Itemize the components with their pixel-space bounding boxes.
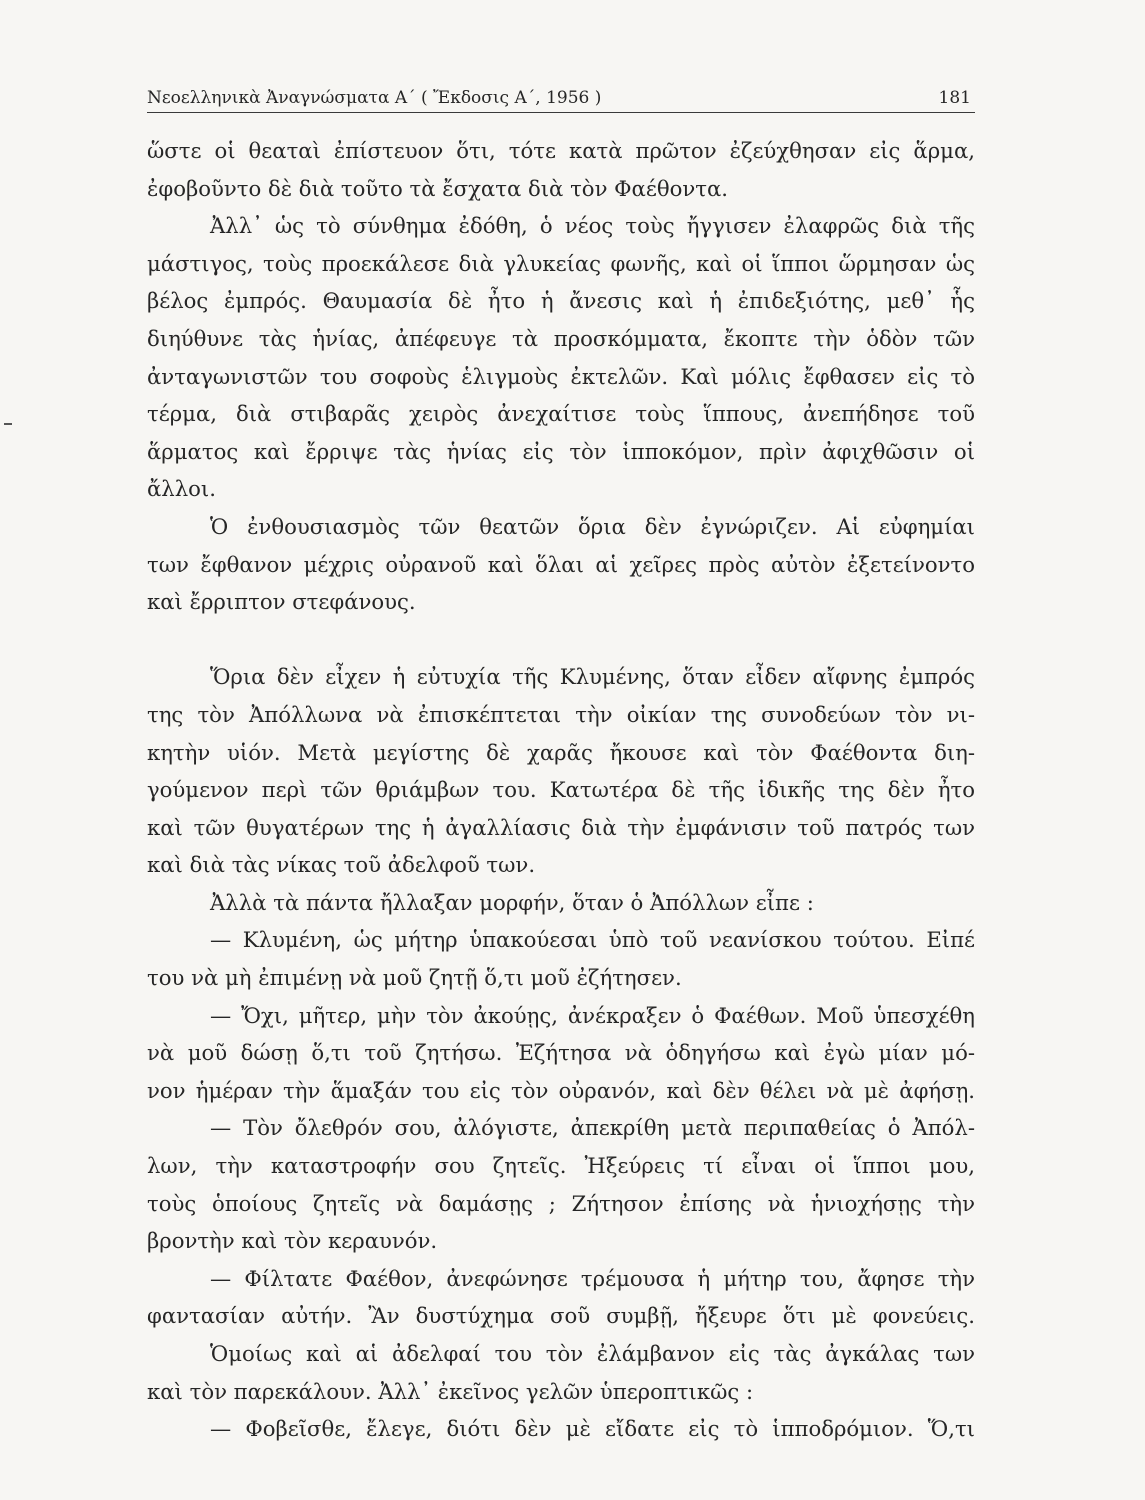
text-line: νον ἡμέραν τὴν ἅμαξάν του εἰς τὸν οὐρανόν, καὶ δὲν θέλει νὰ μὲ ἀφήσῃ. (147, 1077, 975, 1103)
text-line: — Κλυμένη, ὡς μήτηρ ὑπακούεσαι ὑπὸ τοῦ νεανίσκου τούτου. Εἰπέ (210, 927, 975, 953)
book-page (147, 0, 977, 1500)
text-line: του νὰ μὴ ἐπιμένῃ νὰ μοῦ ζητῇ ὅ,τι μοῦ ἐζήτησεν. (147, 965, 682, 991)
text-line: νὰ μοῦ δώσῃ ὅ,τι τοῦ ζητήσω. Ἐζήτησα νὰ ὁδηγήσω καὶ ἐγὼ μίαν μό- (147, 1040, 975, 1066)
text-line: βέλος ἐμπρός. Θαυμασία δὲ ἦτο ἡ ἄνεσις καὶ ἡ ἐπιδεξιότης, μεθ᾽ ἧς (147, 288, 975, 314)
running-header (147, 88, 975, 113)
text-line: ἐφοβοῦντο δὲ διὰ τοῦτο τὰ ἔσχατα διὰ τὸν Φαέθοντα. (147, 175, 728, 201)
text-line: λων, τὴν καταστροφήν σου ζητεῖς. Ἠξεύρεις τί εἶναι οἱ ἵπποι μου, (147, 1153, 975, 1179)
text-line: κητὴν υἱόν. Μετὰ μεγίστης δὲ χαρᾶς ἤκουσε καὶ τὸν Φαέθοντα διη- (147, 739, 975, 765)
text-line: ἄλλοι. (147, 476, 216, 502)
text-line: τέρμα, διὰ στιβαρᾶς χειρὸς ἀνεχαίτισε τοὺς ἵππους, ἀνεπήδησε τοῦ (147, 401, 975, 427)
text-line: — Φοβεῖσθε, ἔλεγε, διότι δὲν μὲ εἴδατε εἰς τὸ ἱπποδρόμιον. Ὅ,τι (210, 1416, 975, 1442)
text-line: μάστιγος, τοὺς προεκάλεσε διὰ γλυκείας φωνῆς, καὶ οἱ ἵπποι ὥρμησαν ὡς (147, 250, 975, 276)
text-line: — Ὄχι, μῆτερ, μὴν τὸν ἀκούῃς, ἀνέκραξεν ὁ Φαέθων. Μοῦ ὑπεσχέθη (210, 1002, 975, 1028)
text-line: ἀνταγωνιστῶν του σοφοὺς ἑλιγμοὺς ἐκτελῶν. Καὶ μόλις ἔφθασεν εἰς τὸ (147, 363, 975, 389)
body-text (147, 132, 975, 1448)
blank-line (147, 621, 975, 659)
text-line: φαντασίαν αὐτήν. Ἂν δυστύχημα σοῦ συμβῇ, ἤξευρε ὅτι μὲ φονεύεις. (147, 1303, 975, 1329)
text-line: διηύθυνε τὰς ἡνίας, ἀπέφευγε τὰ προσκόμματα, ἔκοπτε τὴν ὁδὸν τῶν (147, 325, 975, 351)
text-line: γούμενον περὶ τῶν θριάμβων του. Κατωτέρα δὲ τῆς ἰδικῆς της δὲν ἦτο (147, 777, 975, 803)
text-line: τοὺς ὁποίους ζητεῖς νὰ δαμάσῃς ; Ζήτησον ἐπίσης νὰ ἡνιοχήσῃς τὴν (147, 1190, 975, 1216)
text-line: καὶ τῶν θυγατέρων της ἡ ἀγαλλίασις διὰ τὴν ἐμφάνισιν τοῦ πατρός των (147, 814, 975, 840)
text-line: καὶ ἔρριπτον στεφάνους. (147, 589, 416, 615)
text-line: Ὁμοίως καὶ αἱ ἀδελφαί του τὸν ἐλάμβανον εἰς τὰς ἀγκάλας των (210, 1341, 975, 1366)
text-line: Ἀλλὰ τὰ πάντα ἤλλαξαν μορφήν, ὅταν ὁ Ἀπόλλων εἶπε : (210, 889, 814, 915)
text-line: Ὁ ἐνθουσιασμὸς τῶν θεατῶν ὅρια δὲν ἐγνώριζεν. Αἱ εὐφημίαι (210, 513, 975, 539)
text-line: Ἀλλ᾽ ὡς τὸ σύνθημα ἐδόθη, ὁ νέος τοὺς ἤγγισεν ἐλαφρῶς διὰ τῆς (210, 213, 975, 239)
text-line: καὶ τὸν παρεκάλουν. Ἀλλ᾽ ἐκεῖνος γελῶν ὑπεροπτικῶς : (147, 1378, 754, 1404)
margin-mark (4, 423, 12, 425)
text-line: — Τὸν ὄλεθρόν σου, ἀλόγιστε, ἀπεκρίθη μετὰ περιπαθείας ὁ Ἀπόλ- (210, 1115, 975, 1141)
header-title: Νεοελληνικὰ Ἀναγνώσματα Α΄ ( Ἔκδοσις Α΄, 1956 ) (147, 88, 602, 108)
text-line: — Φίλτατε Φαέθον, ἀνεφώνησε τρέμουσα ἡ μήτηρ του, ἄφησε τὴν (210, 1265, 975, 1291)
text-line: της τὸν Ἀπόλλωνα νὰ ἐπισκέπτεται τὴν οἰκίαν της συνοδεύων τὸν νι- (147, 701, 975, 727)
page-number: 181 (938, 88, 971, 108)
text-line: των ἔφθανον μέχρις οὐρανοῦ καὶ ὅλαι αἱ χεῖρες πρὸς αὐτὸν ἐξετείνοντο (147, 551, 975, 577)
text-line: ὥστε οἱ θεαταὶ ἐπίστευον ὅτι, τότε κατὰ πρῶτον ἐζεύχθησαν εἰς ἅρμα, (147, 138, 975, 163)
text-line: καὶ διὰ τὰς νίκας τοῦ ἀδελφοῦ των. (147, 852, 536, 878)
text-line: ἅρματος καὶ ἔρριψε τὰς ἡνίας εἰς τὸν ἱπποκόμον, πρὶν ἀφιχθῶσιν οἱ (147, 438, 975, 464)
text-line: βροντὴν καὶ τὸν κεραυνόν. (147, 1228, 438, 1254)
text-line: Ὅρια δὲν εἶχεν ἡ εὐτυχία τῆς Κλυμένης, ὅταν εἶδεν αἴφνης ἐμπρός (210, 664, 975, 690)
